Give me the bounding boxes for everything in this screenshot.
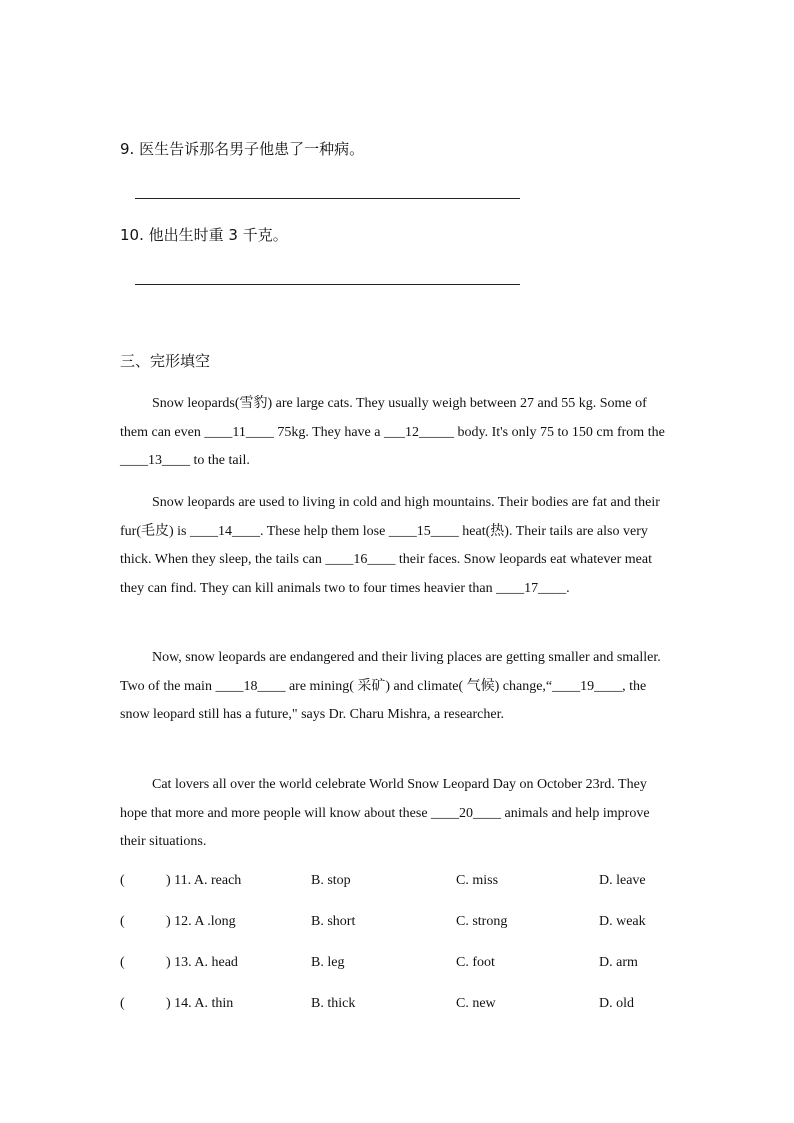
answer-line-10[interactable] bbox=[135, 284, 520, 285]
option-b: B. leg bbox=[311, 955, 345, 970]
cloze-paragraph-2 bbox=[120, 489, 672, 603]
option-a: ) 11. A. reach bbox=[166, 873, 242, 888]
cloze-paragraph-4 bbox=[120, 771, 672, 857]
option-d: D. leave bbox=[599, 873, 646, 888]
answer-line-9[interactable] bbox=[135, 198, 520, 199]
answer-bracket[interactable]: ( bbox=[120, 873, 125, 888]
question-10-text: 10. 他出生时重 3 千克。 bbox=[120, 226, 288, 244]
question-row-13 bbox=[120, 955, 680, 975]
answer-bracket[interactable]: ( bbox=[120, 955, 125, 970]
question-row-11 bbox=[120, 873, 680, 893]
question-row-14 bbox=[120, 996, 680, 1016]
option-a: ) 12. A .long bbox=[166, 914, 236, 929]
answer-bracket[interactable]: ( bbox=[120, 914, 125, 929]
question-row-12 bbox=[120, 914, 680, 934]
option-a: ) 13. A. head bbox=[166, 955, 238, 970]
paragraph-text: Snow leopards are used to living in cold and high mountains. Their bodies are fat and their fur(毛皮) is ____14____. These help them lose ____15____ heat(热). Their tails are also very thick. When they sleep, the tails can ____16____ their faces. Snow leopards eat whatever meat they can find. They can kill animals two to four times heavier than ____17____. bbox=[120, 495, 660, 596]
paragraph-text: Now, snow leopards are endangered and their living places are getting smaller and smaller. Two of the main ____18____ are mining( 采矿) and climate( 气候) change,“____19____, the snow leopard still has a future," says Dr. Charu Mishra, a researcher. bbox=[120, 650, 661, 722]
option-b: B. stop bbox=[311, 873, 351, 888]
option-a: ) 14. A. thin bbox=[166, 996, 234, 1011]
option-c: C. miss bbox=[456, 873, 499, 888]
option-d: D. old bbox=[599, 996, 634, 1011]
option-b: B. thick bbox=[311, 996, 356, 1011]
question-9-text: 9. 医生告诉那名男子他患了一种病。 bbox=[120, 140, 365, 158]
cloze-paragraph-1 bbox=[120, 390, 672, 476]
option-d: D. arm bbox=[599, 955, 638, 970]
answer-bracket[interactable]: ( bbox=[120, 996, 125, 1011]
paragraph-text: Cat lovers all over the world celebrate World Snow Leopard Day on October 23rd. They hope that more and more people will know about these ____20____ animals and help improve their situations. bbox=[120, 777, 650, 849]
option-d: D. weak bbox=[599, 914, 646, 929]
option-b: B. short bbox=[311, 914, 356, 929]
cloze-paragraph-3 bbox=[120, 644, 672, 730]
paragraph-text: Snow leopards(雪豹) are large cats. They usually weigh between 27 and 55 kg. Some of them can even ____11____ 75kg. They have a ___12_____ body. It's only 75 to 150 cm from the ____13____ to the tail. bbox=[120, 396, 665, 468]
option-c: C. new bbox=[456, 996, 496, 1011]
option-c: C. strong bbox=[456, 914, 508, 929]
option-c: C. foot bbox=[456, 955, 495, 970]
section-title: 三、完形填空 bbox=[120, 352, 211, 370]
